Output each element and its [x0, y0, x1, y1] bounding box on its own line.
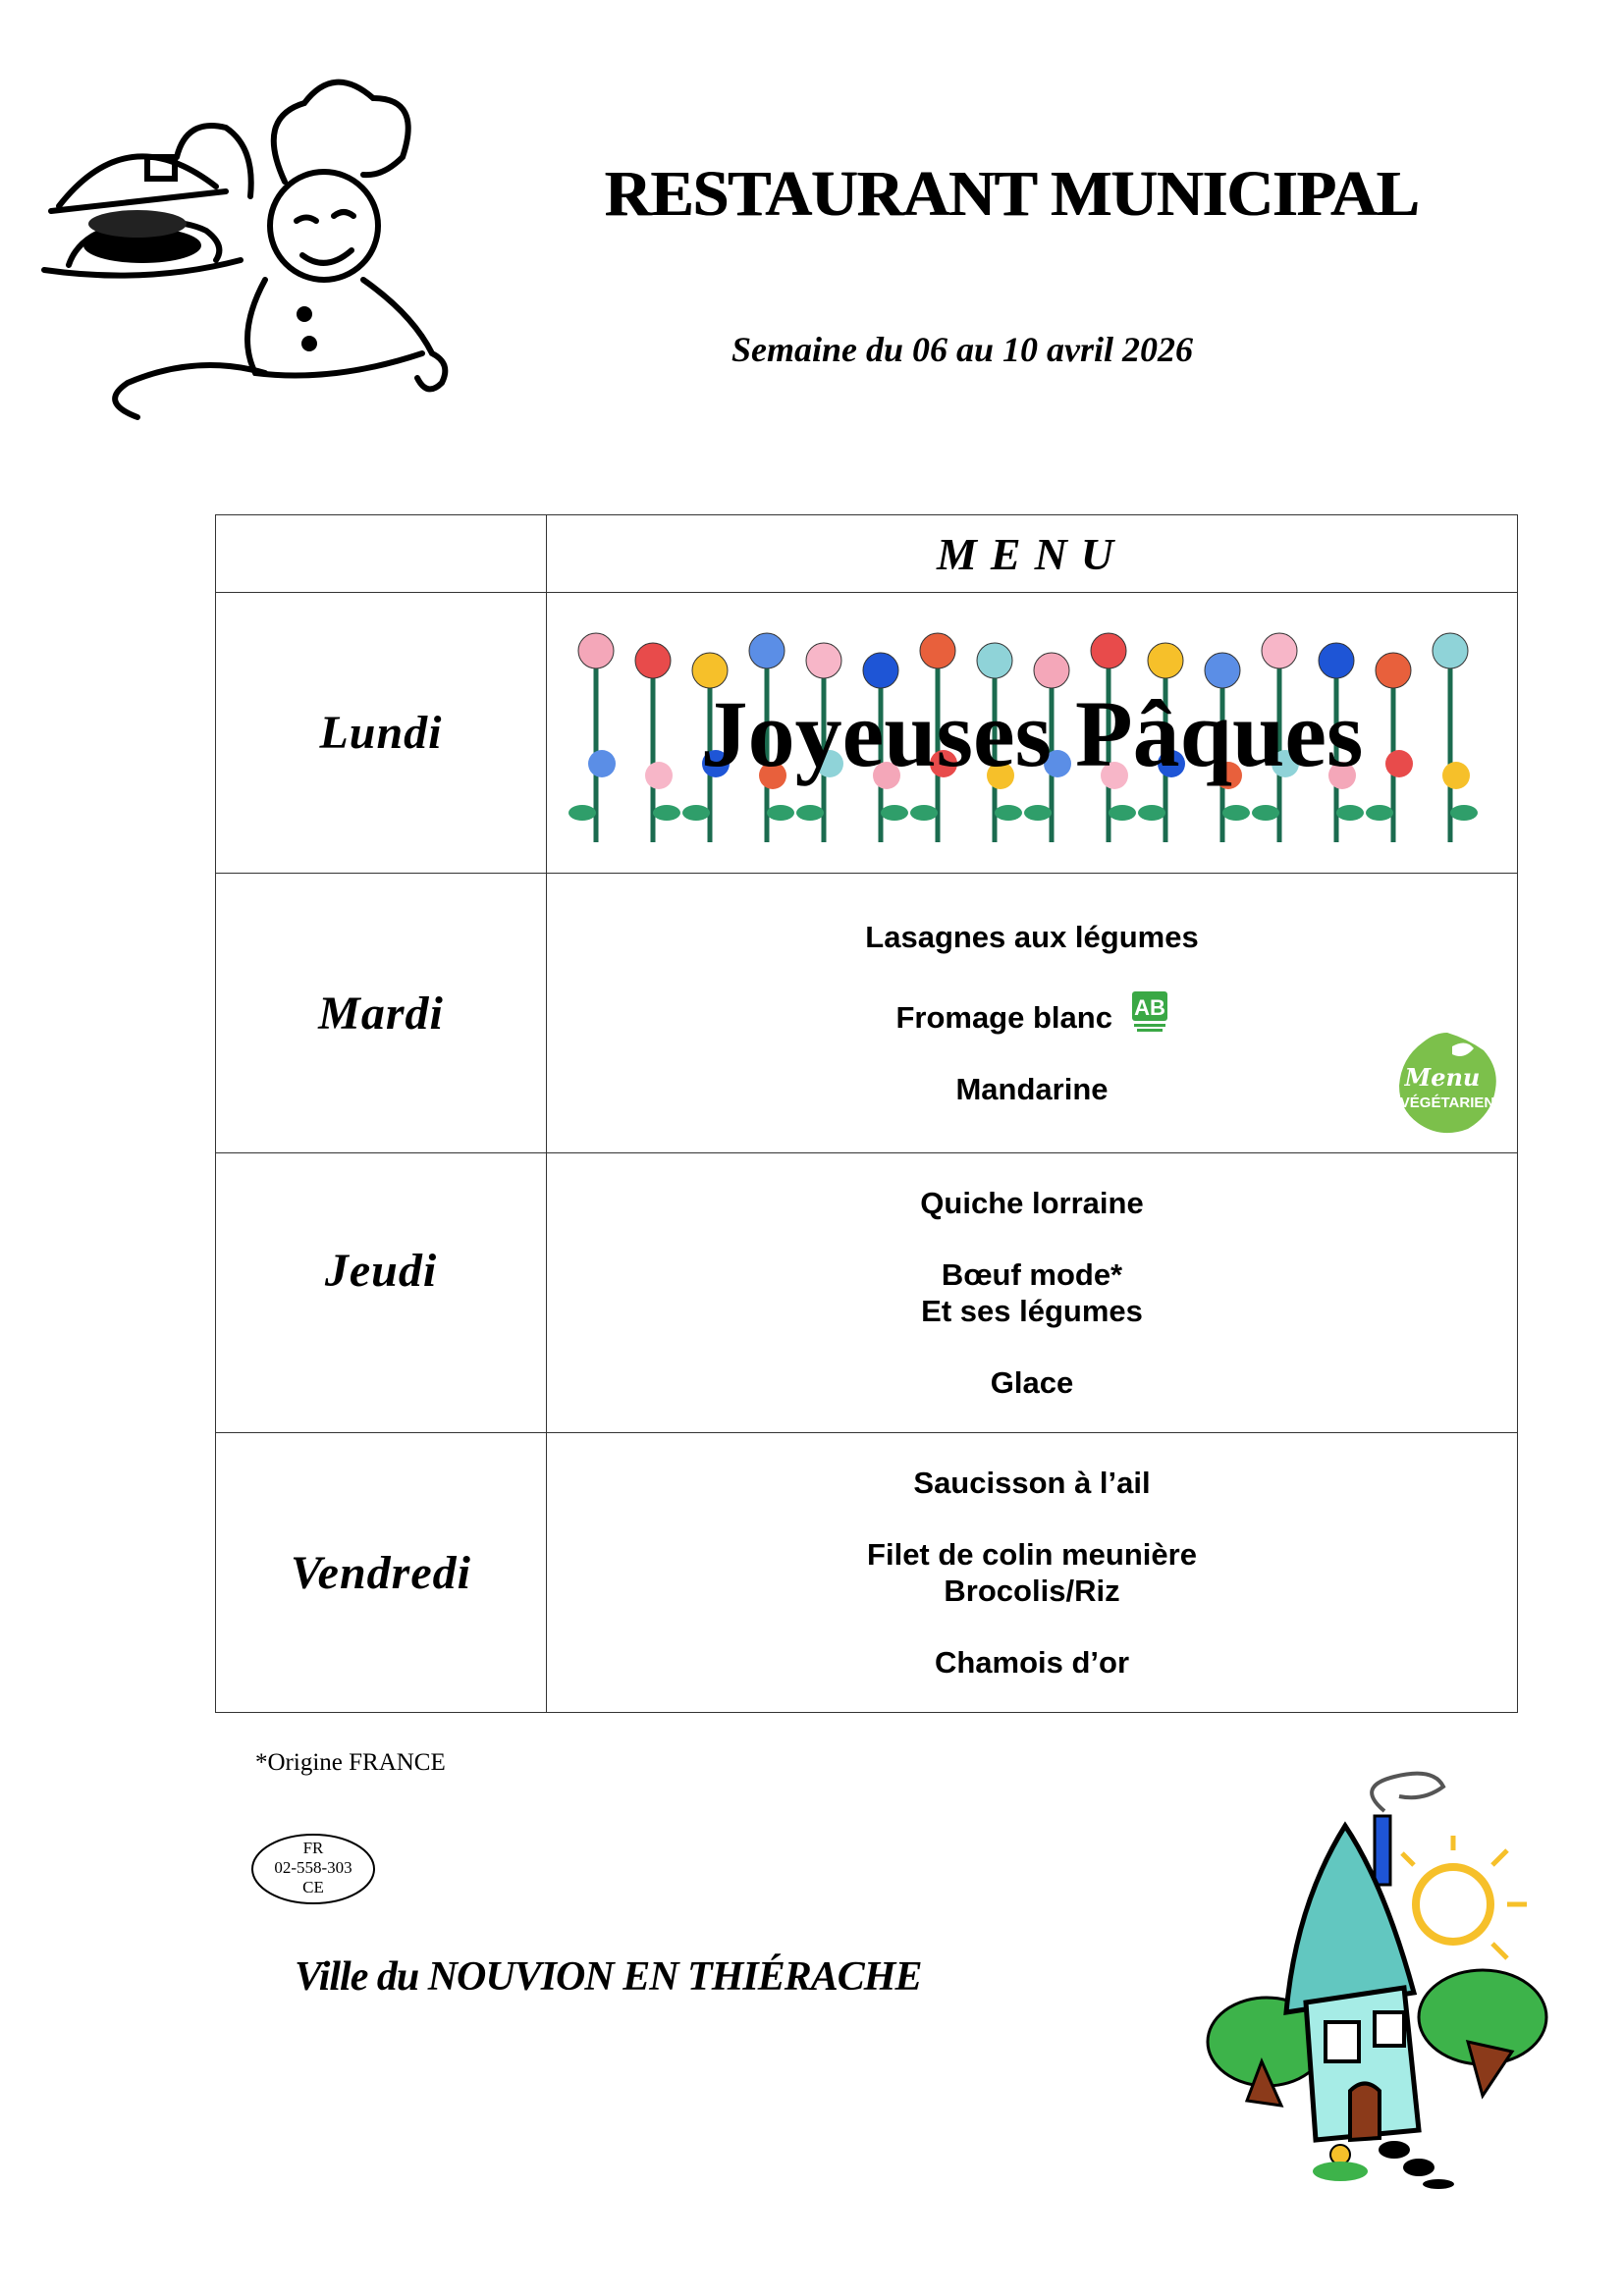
- table-row-vendredi: [216, 1433, 1518, 1713]
- flower-leaf: [1024, 805, 1052, 821]
- origin-note: *Origine FRANCE: [255, 1749, 446, 1776]
- flower-leaf: [1366, 805, 1393, 821]
- flower-head: [1091, 633, 1126, 668]
- dishes-cell: [547, 874, 1518, 1153]
- easter-text: Joyeuses Pâques: [700, 681, 1364, 786]
- dish: Glace: [990, 1365, 1074, 1400]
- flower-leaf: [910, 805, 938, 821]
- health-stamp: [249, 1832, 377, 1906]
- stamp-line: 02-558-303: [274, 1858, 352, 1877]
- table-row-lundi: [216, 593, 1518, 874]
- flower-head: [635, 643, 671, 678]
- day-name: Mardi: [318, 987, 444, 1040]
- flower-leaf: [995, 805, 1022, 821]
- flower-leaf: [1222, 805, 1250, 821]
- dish: Brocolis/Riz: [944, 1574, 1120, 1608]
- flower-leaf: [1450, 805, 1478, 821]
- dish-with-badge: [547, 990, 1517, 1036]
- flower-head: [977, 643, 1012, 678]
- menu-header: MENU: [547, 515, 1518, 593]
- flower-head: [1148, 643, 1183, 678]
- day-cell: [216, 1153, 547, 1433]
- table-row-jeudi: [216, 1153, 1518, 1433]
- flower-head: [749, 633, 785, 668]
- organic-badge-text: AB: [1133, 995, 1165, 1020]
- day-cell: [216, 1433, 547, 1713]
- day-cell: [216, 593, 547, 874]
- dish: Bœuf mode*: [941, 1257, 1123, 1292]
- veg-badge-line1: Menu: [1404, 1063, 1481, 1092]
- flower-head: [1319, 643, 1354, 678]
- flower-head: [920, 633, 955, 668]
- flower-leaf: [682, 805, 710, 821]
- flower-head: [806, 643, 841, 678]
- week-range: Semaine du 06 au 10 avril 2026: [731, 330, 1194, 369]
- day-name: Lundi: [319, 707, 443, 759]
- organic-ab-icon: [1131, 990, 1168, 1034]
- dish: Lasagnes aux légumes: [865, 920, 1199, 954]
- stamp-line: CE: [302, 1878, 324, 1896]
- flower-leaf: [1138, 805, 1165, 821]
- flower-leaf: [653, 805, 680, 821]
- dish: Filet de colin meunière: [867, 1537, 1197, 1572]
- dishes-cell: [547, 1433, 1518, 1713]
- flower-head: [1433, 633, 1468, 668]
- flower-leaf: [568, 805, 596, 821]
- day-name: Vendredi: [290, 1546, 471, 1599]
- day-name: Jeudi: [324, 1245, 438, 1297]
- dishes-cell: [547, 1153, 1518, 1433]
- table-row-mardi: [216, 874, 1518, 1153]
- flower-leaf: [1109, 805, 1136, 821]
- page-title: RESTAURANT MUNICIPAL: [604, 158, 1419, 230]
- flower-head: [1262, 633, 1297, 668]
- menu-header-row: [216, 515, 1518, 593]
- dish: Saucisson à l’ail: [913, 1466, 1151, 1500]
- flower-leaf: [767, 805, 794, 821]
- flower-head: [578, 633, 614, 668]
- dish: Chamois d’or: [934, 1645, 1130, 1680]
- dish: Mandarine: [955, 1072, 1109, 1106]
- menu-table: [215, 514, 1518, 1713]
- stamp-line: FR: [302, 1839, 324, 1857]
- empty-header-cell: [216, 515, 547, 593]
- dish: Et ses légumes: [921, 1294, 1143, 1328]
- flower-leaf: [1252, 805, 1279, 821]
- flower-leaf: [1336, 805, 1364, 821]
- flower-leaf: [796, 805, 824, 821]
- veg-badge-line2: VÉGÉTARIEN: [1399, 1095, 1495, 1111]
- vegetarian-badge-icon: [1393, 1029, 1501, 1137]
- city-name: Ville du NOUVION EN THIÉRACHE: [295, 1954, 922, 2000]
- flower-leaf: [881, 805, 908, 821]
- dish: Fromage blanc: [895, 1000, 1112, 1035]
- house-illustration: [1188, 1767, 1561, 2189]
- dish: Quiche lorraine: [920, 1186, 1144, 1220]
- easter-banner: [547, 593, 1517, 873]
- chef-illustration: [39, 59, 471, 452]
- easter-cell: [547, 593, 1518, 874]
- day-cell: [216, 874, 547, 1153]
